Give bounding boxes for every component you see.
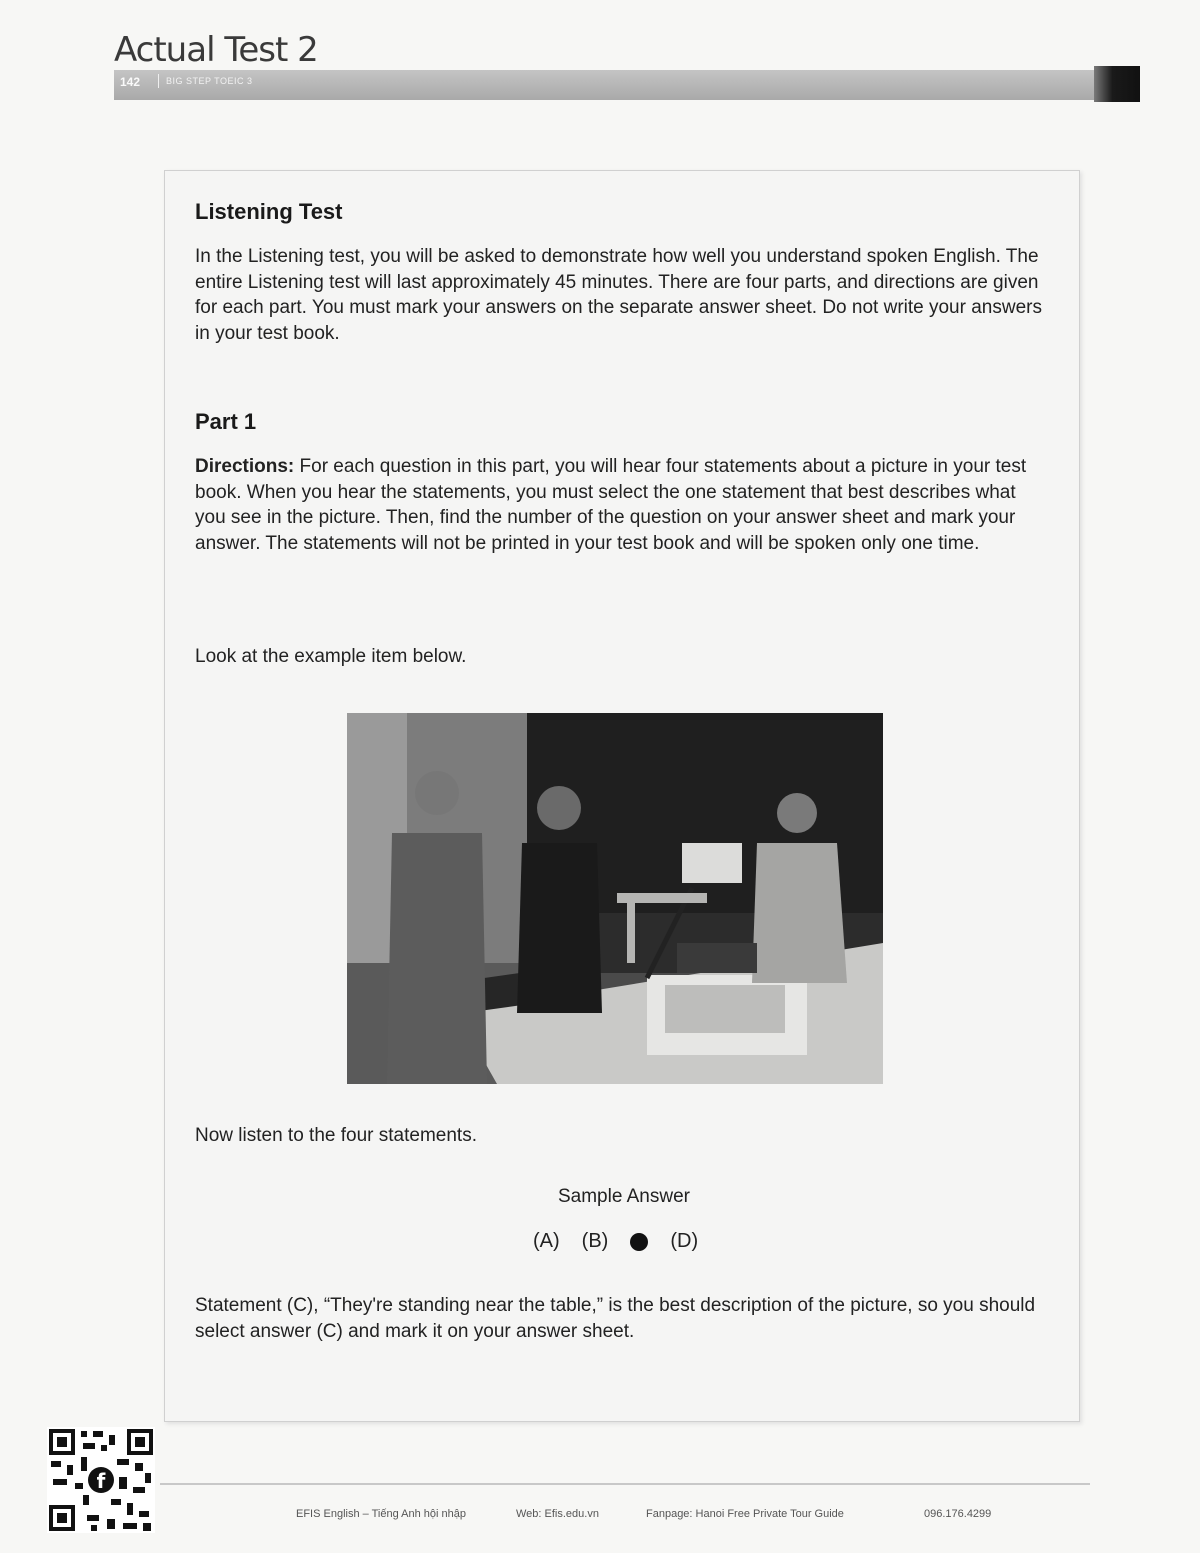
answer-options [533,1230,698,1253]
footer-brand: EFIS English – Tiếng Anh hội nhập [296,1508,467,1520]
footer-fanpage: Fanpage: Hanoi Free Private Tour Guide [646,1508,844,1520]
listening-intro-paragraph: In the Listening test, you will be asked to demonstrate how well you understand spoken English. The entire Listening test will last approximately 45 minutes. There are four parts, and directions are given for each part. You must mark your answers on the separate answer sheet. Do not write your answers in your test book. [195,246,1042,344]
listening-test-heading: Listening Test [195,199,343,224]
header-bar-end [1094,66,1140,102]
sample-answer-label: Sample Answer [557,1186,690,1207]
series-name: BIG STEP TOEIC 3 [166,76,253,86]
qr-code [47,1427,155,1533]
answer-explanation-paragraph: Statement (C), “They're standing near the table,” is the best description of the picture, so you should select answer (C) and mark it on your answer sheet. [195,1295,1036,1342]
option-d: (D) [670,1230,699,1252]
page-number: 142 [120,75,141,89]
header-bar [114,70,1140,100]
example-photo [347,713,883,1084]
listen-statements-text: Now listen to the four statements. [195,1125,477,1146]
footer-divider [160,1483,1090,1485]
option-c-filled-bubble [630,1233,648,1251]
part1-heading: Part 1 [195,409,257,434]
option-a: (A) [533,1230,560,1252]
page-title: Actual Test 2 [114,30,318,70]
directions-label: Directions: [195,456,295,477]
svg-text:f: f [96,1469,106,1493]
directions-text: For each question in this part, you will hear four statements about a picture in your test book. When you hear the statements, you must select the one statement that best describes what you see in the picture. Then, find the number of the question on your answer sheet and mark your answer. The statements will not be printed in your test book and will be spoken only one time. [195,456,1027,554]
page-number-separator [158,74,159,88]
option-b: (B) [581,1230,609,1252]
footer-website: Web: Efis.edu.vn [516,1508,599,1520]
footer-phone: 096.176.4299 [924,1508,992,1520]
look-example-text: Look at the example item below. [195,646,467,667]
part1-directions-paragraph [195,454,1045,556]
